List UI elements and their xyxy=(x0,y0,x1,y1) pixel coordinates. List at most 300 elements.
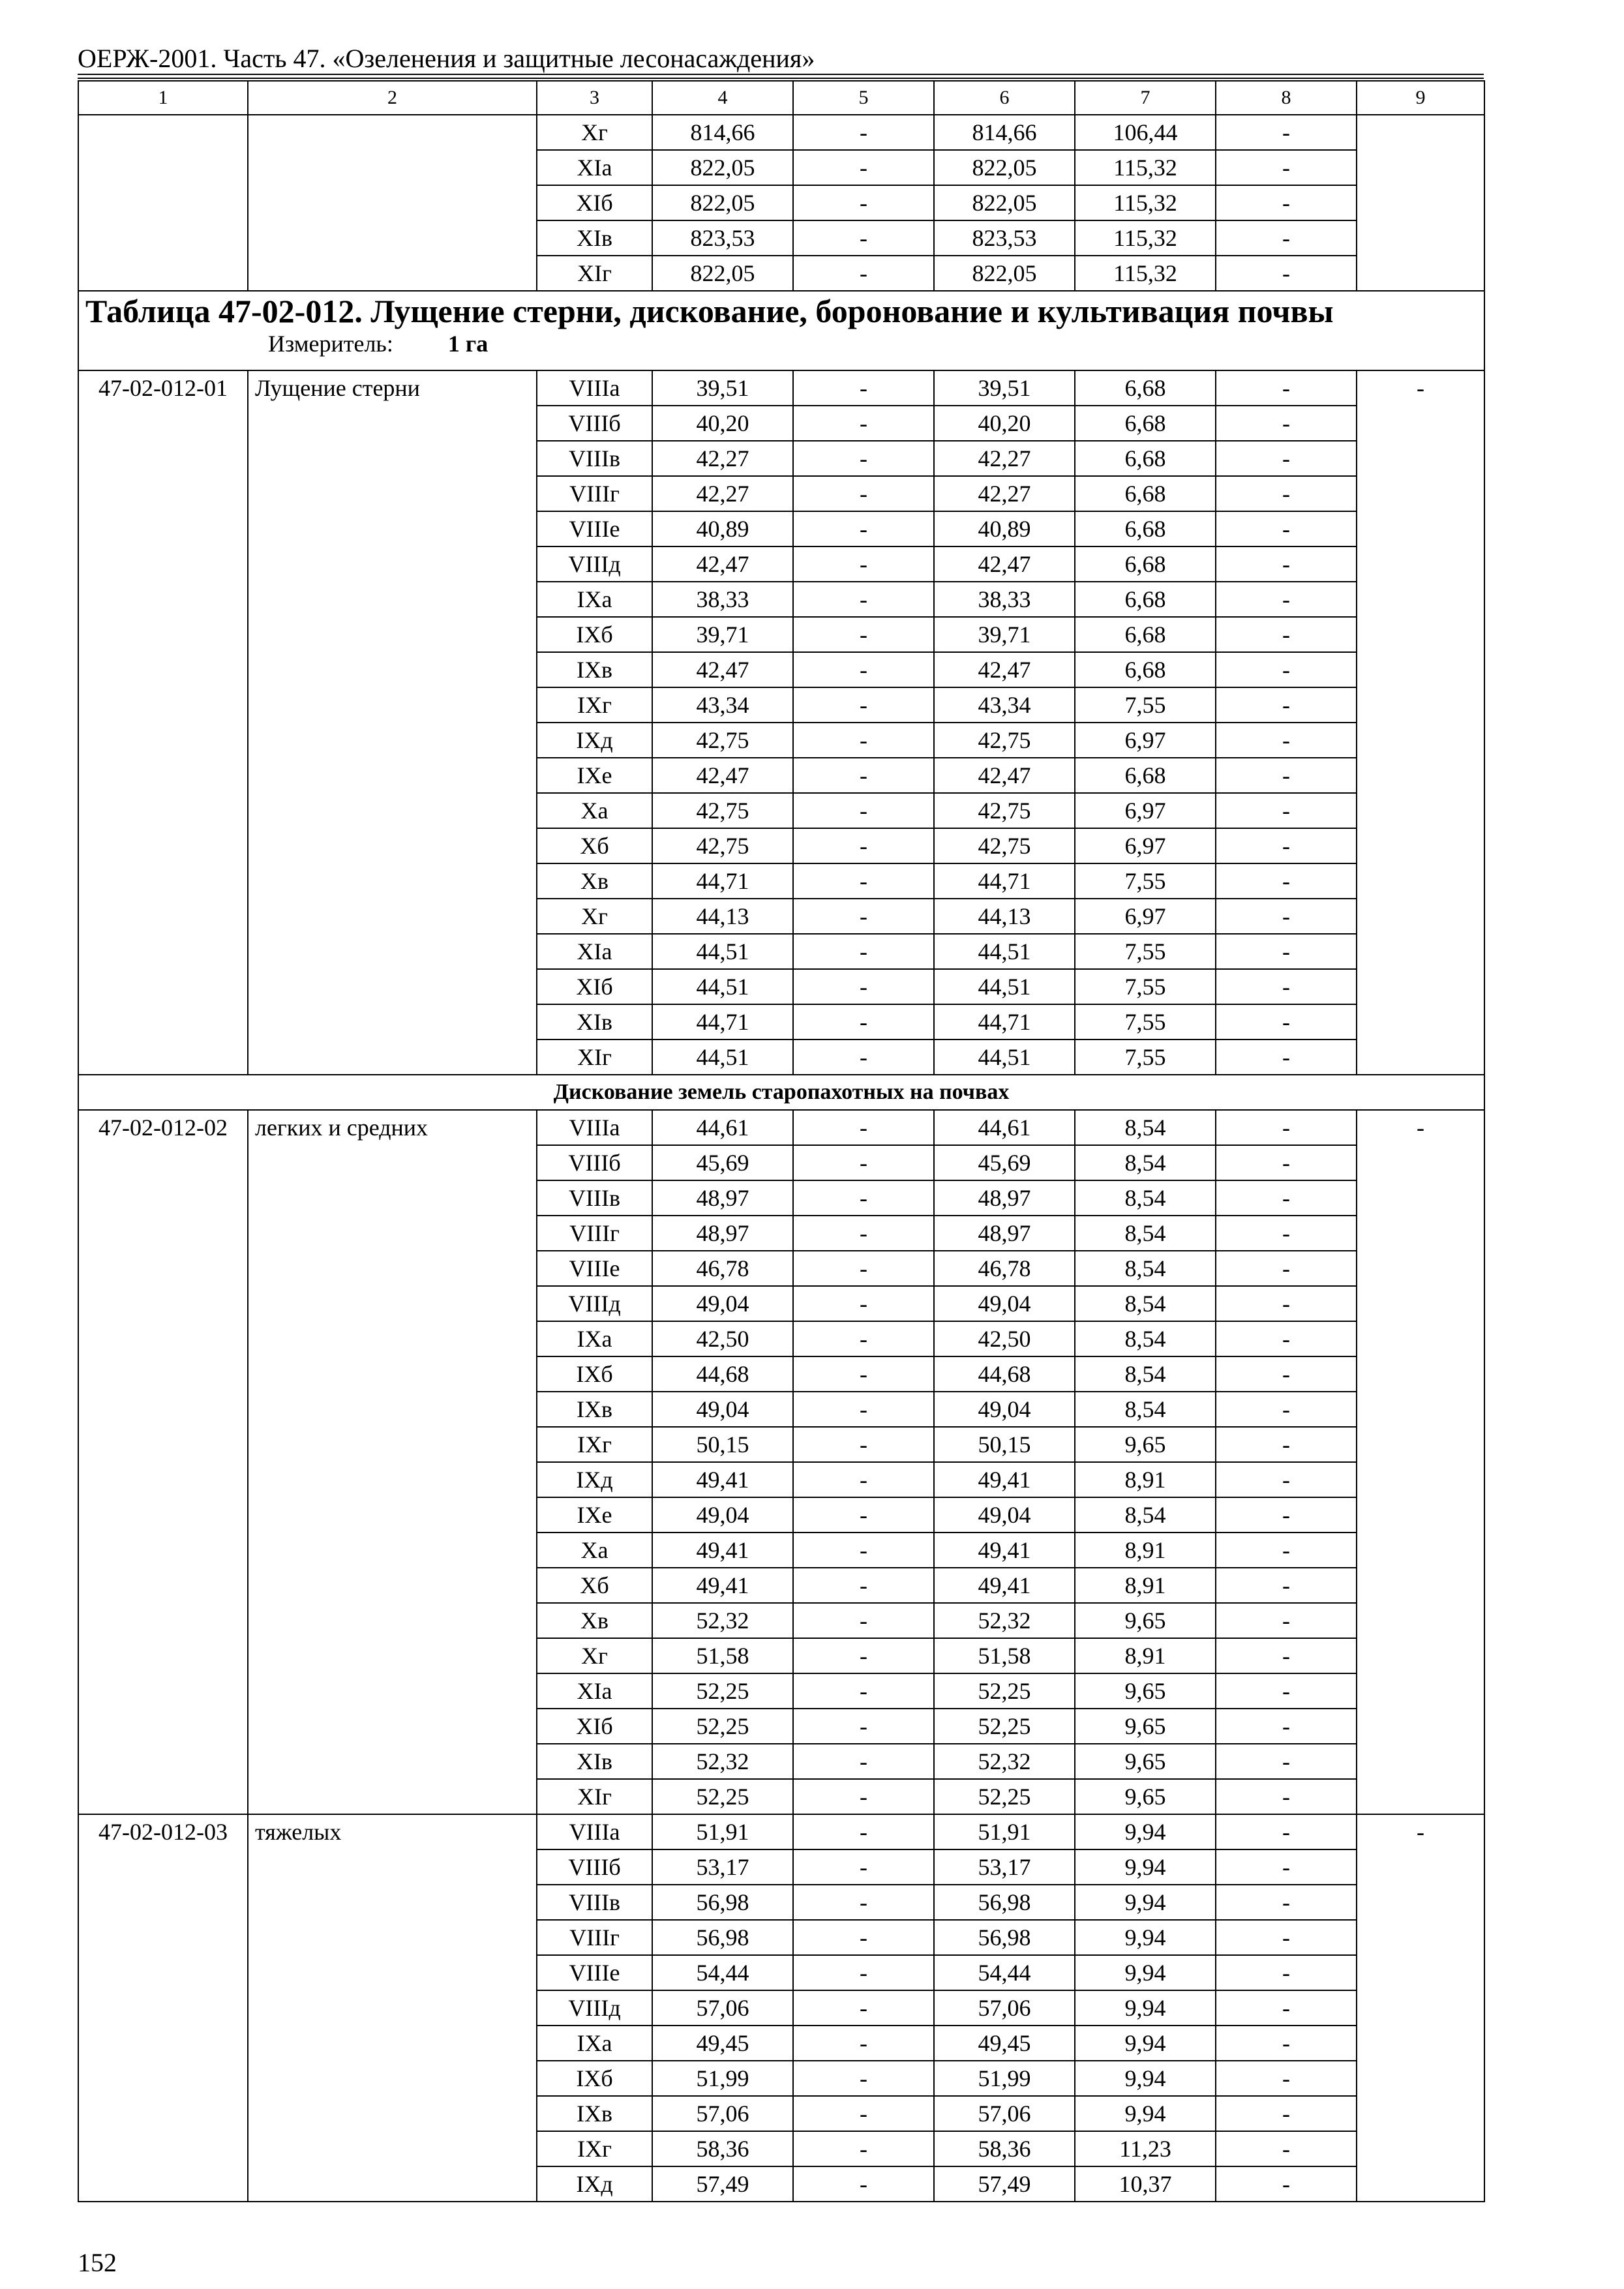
total-cost-cell: 42,27 xyxy=(652,441,793,476)
zone-cell: IXб xyxy=(537,1356,652,1392)
total-cost-cell: 822,05 xyxy=(652,150,793,185)
col6-cell: 48,97 xyxy=(934,1216,1075,1251)
col8-cell: - xyxy=(1216,1814,1357,1849)
total-cost-cell: 53,17 xyxy=(652,1849,793,1885)
col5-cell: - xyxy=(793,969,934,1004)
zone-cell: IXа xyxy=(537,1321,652,1356)
col6-cell: 43,34 xyxy=(934,687,1075,723)
col6-cell: 57,06 xyxy=(934,1990,1075,2026)
zone-cell: VIIIв xyxy=(537,1180,652,1216)
col9-cell: - xyxy=(1357,370,1484,1075)
total-cost-cell: 823,53 xyxy=(652,220,793,256)
zone-cell: VIIIв xyxy=(537,1885,652,1920)
col7-cell: 6,68 xyxy=(1075,441,1216,476)
col5-cell: - xyxy=(793,863,934,899)
total-cost-cell: 52,25 xyxy=(652,1709,793,1744)
col5-cell: - xyxy=(793,1321,934,1356)
col8-cell: - xyxy=(1216,1427,1357,1462)
col6-cell: 822,05 xyxy=(934,150,1075,185)
col6-cell: 44,71 xyxy=(934,863,1075,899)
col6-cell: 49,41 xyxy=(934,1568,1075,1603)
col6-cell: 57,49 xyxy=(934,2166,1075,2202)
col7-cell: 8,91 xyxy=(1075,1568,1216,1603)
zone-cell: VIIIг xyxy=(537,1216,652,1251)
col8-cell: - xyxy=(1216,687,1357,723)
col6-cell: 39,71 xyxy=(934,617,1075,652)
col6-cell: 44,71 xyxy=(934,1004,1075,1040)
col5-cell: - xyxy=(793,1040,934,1075)
total-cost-cell: 50,15 xyxy=(652,1427,793,1462)
col6-cell: 48,97 xyxy=(934,1180,1075,1216)
col6-cell: 56,98 xyxy=(934,1920,1075,1955)
col8-cell: - xyxy=(1216,1920,1357,1955)
header-rule-bottom xyxy=(78,78,1484,79)
table-title-row xyxy=(78,291,1484,370)
col8-cell: - xyxy=(1216,406,1357,441)
col6-cell: 40,89 xyxy=(934,511,1075,546)
col7-cell: 9,65 xyxy=(1075,1603,1216,1638)
col7-cell: 6,68 xyxy=(1075,476,1216,511)
col9-cell: - xyxy=(1357,1110,1484,1814)
col6-cell: 49,04 xyxy=(934,1392,1075,1427)
zone-cell: IXа xyxy=(537,2026,652,2061)
zone-cell: VIIIд xyxy=(537,546,652,582)
column-number: 7 xyxy=(1075,81,1216,115)
col7-cell: 8,54 xyxy=(1075,1110,1216,1145)
col8-cell: - xyxy=(1216,1356,1357,1392)
col7-cell: 8,54 xyxy=(1075,1180,1216,1216)
work-name: Лущение стерни xyxy=(248,370,537,1075)
col8-cell: - xyxy=(1216,1180,1357,1216)
col7-cell: 10,37 xyxy=(1075,2166,1216,2202)
col5-cell: - xyxy=(793,1180,934,1216)
col7-cell: 8,91 xyxy=(1075,1533,1216,1568)
zone-cell: IXе xyxy=(537,1497,652,1533)
col6-cell: 44,51 xyxy=(934,1040,1075,1075)
col7-cell: 6,68 xyxy=(1075,370,1216,406)
table-row xyxy=(78,115,1484,150)
col6-cell: 42,75 xyxy=(934,828,1075,863)
zone-cell: XIв xyxy=(537,220,652,256)
col9-cell xyxy=(1357,115,1484,291)
col6-cell: 51,58 xyxy=(934,1638,1075,1673)
col6-cell: 822,05 xyxy=(934,256,1075,291)
col8-cell: - xyxy=(1216,1216,1357,1251)
col8-cell: - xyxy=(1216,256,1357,291)
col5-cell: - xyxy=(793,1427,934,1462)
col8-cell: - xyxy=(1216,546,1357,582)
zone-cell: XIа xyxy=(537,934,652,969)
col8-cell: - xyxy=(1216,2026,1357,2061)
col6-cell: 52,32 xyxy=(934,1603,1075,1638)
column-number: 2 xyxy=(248,81,537,115)
total-cost-cell: 44,51 xyxy=(652,969,793,1004)
col5-cell: - xyxy=(793,617,934,652)
col7-cell: 7,55 xyxy=(1075,1040,1216,1075)
zone-cell: XIб xyxy=(537,969,652,1004)
total-cost-cell: 42,75 xyxy=(652,828,793,863)
col7-cell: 6,97 xyxy=(1075,793,1216,828)
zone-cell: VIIIг xyxy=(537,476,652,511)
total-cost-cell: 822,05 xyxy=(652,256,793,291)
col8-cell: - xyxy=(1216,2131,1357,2166)
zone-cell: VIIIд xyxy=(537,1286,652,1321)
col5-cell: - xyxy=(793,441,934,476)
col7-cell: 9,94 xyxy=(1075,2096,1216,2131)
total-cost-cell: 51,99 xyxy=(652,2061,793,2096)
zone-cell: XIг xyxy=(537,1040,652,1075)
total-cost-cell: 814,66 xyxy=(652,115,793,150)
col7-cell: 7,55 xyxy=(1075,969,1216,1004)
col7-cell: 9,65 xyxy=(1075,1427,1216,1462)
total-cost-cell: 45,69 xyxy=(652,1145,793,1180)
column-number: 4 xyxy=(652,81,793,115)
col9-cell: - xyxy=(1357,1814,1484,2202)
col6-cell: 51,99 xyxy=(934,2061,1075,2096)
col7-cell: 106,44 xyxy=(1075,115,1216,150)
col6-cell: 42,47 xyxy=(934,546,1075,582)
col8-cell: - xyxy=(1216,2166,1357,2202)
total-cost-cell: 44,51 xyxy=(652,1040,793,1075)
total-cost-cell: 44,71 xyxy=(652,863,793,899)
col7-cell: 6,68 xyxy=(1075,617,1216,652)
column-number: 3 xyxy=(537,81,652,115)
col5-cell: - xyxy=(793,115,934,150)
col7-cell: 9,94 xyxy=(1075,1814,1216,1849)
col5-cell: - xyxy=(793,256,934,291)
col5-cell: - xyxy=(793,150,934,185)
col8-cell: - xyxy=(1216,1885,1357,1920)
col5-cell: - xyxy=(793,1251,934,1286)
col5-cell: - xyxy=(793,546,934,582)
total-cost-cell: 51,91 xyxy=(652,1814,793,1849)
col8-cell: - xyxy=(1216,1779,1357,1814)
zone-cell: XIг xyxy=(537,256,652,291)
col7-cell: 6,68 xyxy=(1075,546,1216,582)
col6-cell: 40,20 xyxy=(934,406,1075,441)
zone-cell: XIа xyxy=(537,150,652,185)
zone-cell: VIIIб xyxy=(537,406,652,441)
col6-cell: 45,69 xyxy=(934,1145,1075,1180)
col7-cell: 9,94 xyxy=(1075,2061,1216,2096)
col5-cell: - xyxy=(793,1145,934,1180)
column-number: 5 xyxy=(793,81,934,115)
total-cost-cell: 39,71 xyxy=(652,617,793,652)
col7-cell: 8,54 xyxy=(1075,1356,1216,1392)
col7-cell: 8,54 xyxy=(1075,1392,1216,1427)
col5-cell: - xyxy=(793,1462,934,1497)
col5-cell: - xyxy=(793,1814,934,1849)
table-title: Таблица 47-02-012. Лущение стерни, дискование, боронование и культивация почвы xyxy=(85,293,1334,329)
col5-cell: - xyxy=(793,1779,934,1814)
zone-cell: Xг xyxy=(537,1638,652,1673)
col7-cell: 6,97 xyxy=(1075,828,1216,863)
col5-cell: - xyxy=(793,899,934,934)
col7-cell: 8,54 xyxy=(1075,1145,1216,1180)
total-cost-cell: 42,27 xyxy=(652,476,793,511)
col5-cell: - xyxy=(793,476,934,511)
col7-cell: 9,94 xyxy=(1075,1955,1216,1990)
total-cost-cell: 43,34 xyxy=(652,687,793,723)
col5-cell: - xyxy=(793,1356,934,1392)
col7-cell: 7,55 xyxy=(1075,687,1216,723)
total-cost-cell: 57,06 xyxy=(652,1990,793,2026)
col5-cell: - xyxy=(793,1497,934,1533)
header-rule-top xyxy=(78,74,1484,75)
zone-cell: IXб xyxy=(537,2061,652,2096)
col8-cell: - xyxy=(1216,758,1357,793)
col5-cell: - xyxy=(793,1885,934,1920)
col6-cell: 814,66 xyxy=(934,115,1075,150)
col6-cell: 51,91 xyxy=(934,1814,1075,1849)
col7-cell: 9,65 xyxy=(1075,1744,1216,1779)
col6-cell: 54,44 xyxy=(934,1955,1075,1990)
total-cost-cell: 58,36 xyxy=(652,2131,793,2166)
running-header: ОЕРЖ-2001. Часть 47. «Озеленения и защитные лесонасаждения» xyxy=(78,44,815,73)
zone-cell: Xб xyxy=(537,828,652,863)
col5-cell: - xyxy=(793,1568,934,1603)
col7-cell: 8,54 xyxy=(1075,1321,1216,1356)
col8-cell: - xyxy=(1216,115,1357,150)
col6-cell: 46,78 xyxy=(934,1251,1075,1286)
col5-cell: - xyxy=(793,1110,934,1145)
col8-cell: - xyxy=(1216,1497,1357,1533)
col8-cell: - xyxy=(1216,652,1357,687)
col8-cell: - xyxy=(1216,1568,1357,1603)
col8-cell: - xyxy=(1216,1462,1357,1497)
col7-cell: 7,55 xyxy=(1075,1004,1216,1040)
col5-cell: - xyxy=(793,1533,934,1568)
col6-cell: 42,27 xyxy=(934,476,1075,511)
col7-cell: 9,65 xyxy=(1075,1673,1216,1709)
col7-cell: 9,94 xyxy=(1075,1920,1216,1955)
col6-cell: 57,06 xyxy=(934,2096,1075,2131)
zone-cell: IXе xyxy=(537,758,652,793)
zone-cell: IXд xyxy=(537,723,652,758)
zone-cell: VIIIе xyxy=(537,511,652,546)
col5-cell: - xyxy=(793,1990,934,2026)
col7-cell: 8,54 xyxy=(1075,1497,1216,1533)
col7-cell: 8,91 xyxy=(1075,1638,1216,1673)
col6-cell: 52,25 xyxy=(934,1779,1075,1814)
zone-cell: VIIIв xyxy=(537,441,652,476)
col6-cell: 42,47 xyxy=(934,758,1075,793)
col7-cell: 8,54 xyxy=(1075,1251,1216,1286)
col8-cell: - xyxy=(1216,370,1357,406)
col6-cell: 52,25 xyxy=(934,1673,1075,1709)
zone-cell: VIIIе xyxy=(537,1955,652,1990)
col7-cell: 9,94 xyxy=(1075,2026,1216,2061)
zone-cell: XIб xyxy=(537,1709,652,1744)
col6-cell: 44,51 xyxy=(934,934,1075,969)
col5-cell: - xyxy=(793,2096,934,2131)
col8-cell: - xyxy=(1216,476,1357,511)
col7-cell: 7,55 xyxy=(1075,934,1216,969)
col6-cell: 42,27 xyxy=(934,441,1075,476)
total-cost-cell: 52,32 xyxy=(652,1603,793,1638)
col5-cell: - xyxy=(793,934,934,969)
col7-cell: 6,68 xyxy=(1075,582,1216,617)
zone-cell: Xа xyxy=(537,793,652,828)
col6-cell: 49,04 xyxy=(934,1286,1075,1321)
col8-cell: - xyxy=(1216,723,1357,758)
col5-cell: - xyxy=(793,1709,934,1744)
zone-cell: XIв xyxy=(537,1744,652,1779)
col7-cell: 9,94 xyxy=(1075,1885,1216,1920)
total-cost-cell: 56,98 xyxy=(652,1920,793,1955)
col5-cell: - xyxy=(793,723,934,758)
col8-cell: - xyxy=(1216,1673,1357,1709)
col5-cell: - xyxy=(793,652,934,687)
subheading-row xyxy=(78,1075,1484,1110)
col8-cell: - xyxy=(1216,1321,1357,1356)
total-cost-cell: 44,51 xyxy=(652,934,793,969)
zone-cell: VIIIа xyxy=(537,370,652,406)
col8-cell: - xyxy=(1216,1040,1357,1075)
col5-cell: - xyxy=(793,758,934,793)
col8-cell: - xyxy=(1216,1251,1357,1286)
col6-cell: 42,47 xyxy=(934,652,1075,687)
col8-cell: - xyxy=(1216,1110,1357,1145)
total-cost-cell: 48,97 xyxy=(652,1180,793,1216)
col8-cell: - xyxy=(1216,1145,1357,1180)
zone-cell: VIIIе xyxy=(537,1251,652,1286)
col8-cell: - xyxy=(1216,1744,1357,1779)
col6-cell: 44,68 xyxy=(934,1356,1075,1392)
unit-value: 1 га xyxy=(447,331,489,357)
zone-cell: IXг xyxy=(537,2131,652,2166)
total-cost-cell: 48,97 xyxy=(652,1216,793,1251)
zone-cell: IXв xyxy=(537,652,652,687)
col5-cell: - xyxy=(793,2166,934,2202)
col6-cell: 44,61 xyxy=(934,1110,1075,1145)
col6-cell: 38,33 xyxy=(934,582,1075,617)
col6-cell: 50,15 xyxy=(934,1427,1075,1462)
total-cost-cell: 42,75 xyxy=(652,793,793,828)
col7-cell: 9,65 xyxy=(1075,1709,1216,1744)
col8-cell: - xyxy=(1216,1638,1357,1673)
col5-cell: - xyxy=(793,220,934,256)
zone-cell: VIIIа xyxy=(537,1814,652,1849)
total-cost-cell: 44,68 xyxy=(652,1356,793,1392)
col5-cell: - xyxy=(793,1004,934,1040)
col7-cell: 8,54 xyxy=(1075,1286,1216,1321)
zone-cell: XIа xyxy=(537,1673,652,1709)
col5-cell: - xyxy=(793,1673,934,1709)
col7-cell: 6,68 xyxy=(1075,652,1216,687)
col8-cell: - xyxy=(1216,2061,1357,2096)
col7-cell: 115,32 xyxy=(1075,185,1216,220)
zone-cell: IXа xyxy=(537,582,652,617)
col7-cell: 7,55 xyxy=(1075,863,1216,899)
total-cost-cell: 54,44 xyxy=(652,1955,793,1990)
col5-cell: - xyxy=(793,582,934,617)
col8-cell: - xyxy=(1216,1709,1357,1744)
work-name: легких и средних xyxy=(248,1110,537,1814)
col7-cell: 9,94 xyxy=(1075,1990,1216,2026)
zone-cell: Xб xyxy=(537,1568,652,1603)
col5-cell: - xyxy=(793,1638,934,1673)
total-cost-cell: 822,05 xyxy=(652,185,793,220)
total-cost-cell: 42,75 xyxy=(652,723,793,758)
rate-code: 47-02-012-03 xyxy=(78,1814,248,2202)
col5-cell: - xyxy=(793,828,934,863)
col6-cell: 58,36 xyxy=(934,2131,1075,2166)
col6-cell: 53,17 xyxy=(934,1849,1075,1885)
col5-cell: - xyxy=(793,2131,934,2166)
work-name: тяжелых xyxy=(248,1814,537,2202)
total-cost-cell: 56,98 xyxy=(652,1885,793,1920)
col6-cell: 822,05 xyxy=(934,185,1075,220)
zone-cell: Xа xyxy=(537,1533,652,1568)
total-cost-cell: 57,06 xyxy=(652,2096,793,2131)
price-table xyxy=(78,80,1485,2202)
total-cost-cell: 42,47 xyxy=(652,652,793,687)
table-row xyxy=(78,1110,1484,1145)
rate-code: 47-02-012-01 xyxy=(78,370,248,1075)
section-subheading: Дискование земель старопахотных на почвах xyxy=(78,1075,1484,1110)
total-cost-cell: 40,89 xyxy=(652,511,793,546)
col7-cell: 115,32 xyxy=(1075,256,1216,291)
total-cost-cell: 42,47 xyxy=(652,758,793,793)
zone-cell: IXг xyxy=(537,1427,652,1462)
col7-cell: 6,68 xyxy=(1075,758,1216,793)
col6-cell: 52,25 xyxy=(934,1709,1075,1744)
col8-cell: - xyxy=(1216,441,1357,476)
col6-cell: 42,50 xyxy=(934,1321,1075,1356)
total-cost-cell: 38,33 xyxy=(652,582,793,617)
zone-cell: VIIIб xyxy=(537,1145,652,1180)
col7-cell: 6,68 xyxy=(1075,406,1216,441)
col5-cell: - xyxy=(793,1216,934,1251)
col8-cell: - xyxy=(1216,863,1357,899)
total-cost-cell: 46,78 xyxy=(652,1251,793,1286)
total-cost-cell: 52,25 xyxy=(652,1779,793,1814)
col8-cell: - xyxy=(1216,828,1357,863)
total-cost-cell: 51,58 xyxy=(652,1638,793,1673)
total-cost-cell: 44,61 xyxy=(652,1110,793,1145)
total-cost-cell: 40,20 xyxy=(652,406,793,441)
col8-cell: - xyxy=(1216,582,1357,617)
col5-cell: - xyxy=(793,370,934,406)
zone-cell: XIв xyxy=(537,1004,652,1040)
total-cost-cell: 49,45 xyxy=(652,2026,793,2061)
total-cost-cell: 49,41 xyxy=(652,1568,793,1603)
col6-cell: 49,45 xyxy=(934,2026,1075,2061)
col6-cell: 49,41 xyxy=(934,1533,1075,1568)
rate-code: 47-02-012-02 xyxy=(78,1110,248,1814)
zone-cell: Xг xyxy=(537,899,652,934)
col8-cell: - xyxy=(1216,150,1357,185)
zone-cell: IXд xyxy=(537,1462,652,1497)
col8-cell: - xyxy=(1216,1533,1357,1568)
total-cost-cell: 44,13 xyxy=(652,899,793,934)
col5-cell: - xyxy=(793,1920,934,1955)
total-cost-cell: 52,25 xyxy=(652,1673,793,1709)
zone-cell: IXг xyxy=(537,687,652,723)
zone-cell: IXв xyxy=(537,2096,652,2131)
col8-cell: - xyxy=(1216,1849,1357,1885)
col7-cell: 6,97 xyxy=(1075,899,1216,934)
col7-cell: 8,54 xyxy=(1075,1216,1216,1251)
col5-cell: - xyxy=(793,406,934,441)
col6-cell: 56,98 xyxy=(934,1885,1075,1920)
table-row xyxy=(78,1814,1484,1849)
col8-cell: - xyxy=(1216,1603,1357,1638)
col6-cell: 52,32 xyxy=(934,1744,1075,1779)
col5-cell: - xyxy=(793,687,934,723)
total-cost-cell: 49,04 xyxy=(652,1286,793,1321)
